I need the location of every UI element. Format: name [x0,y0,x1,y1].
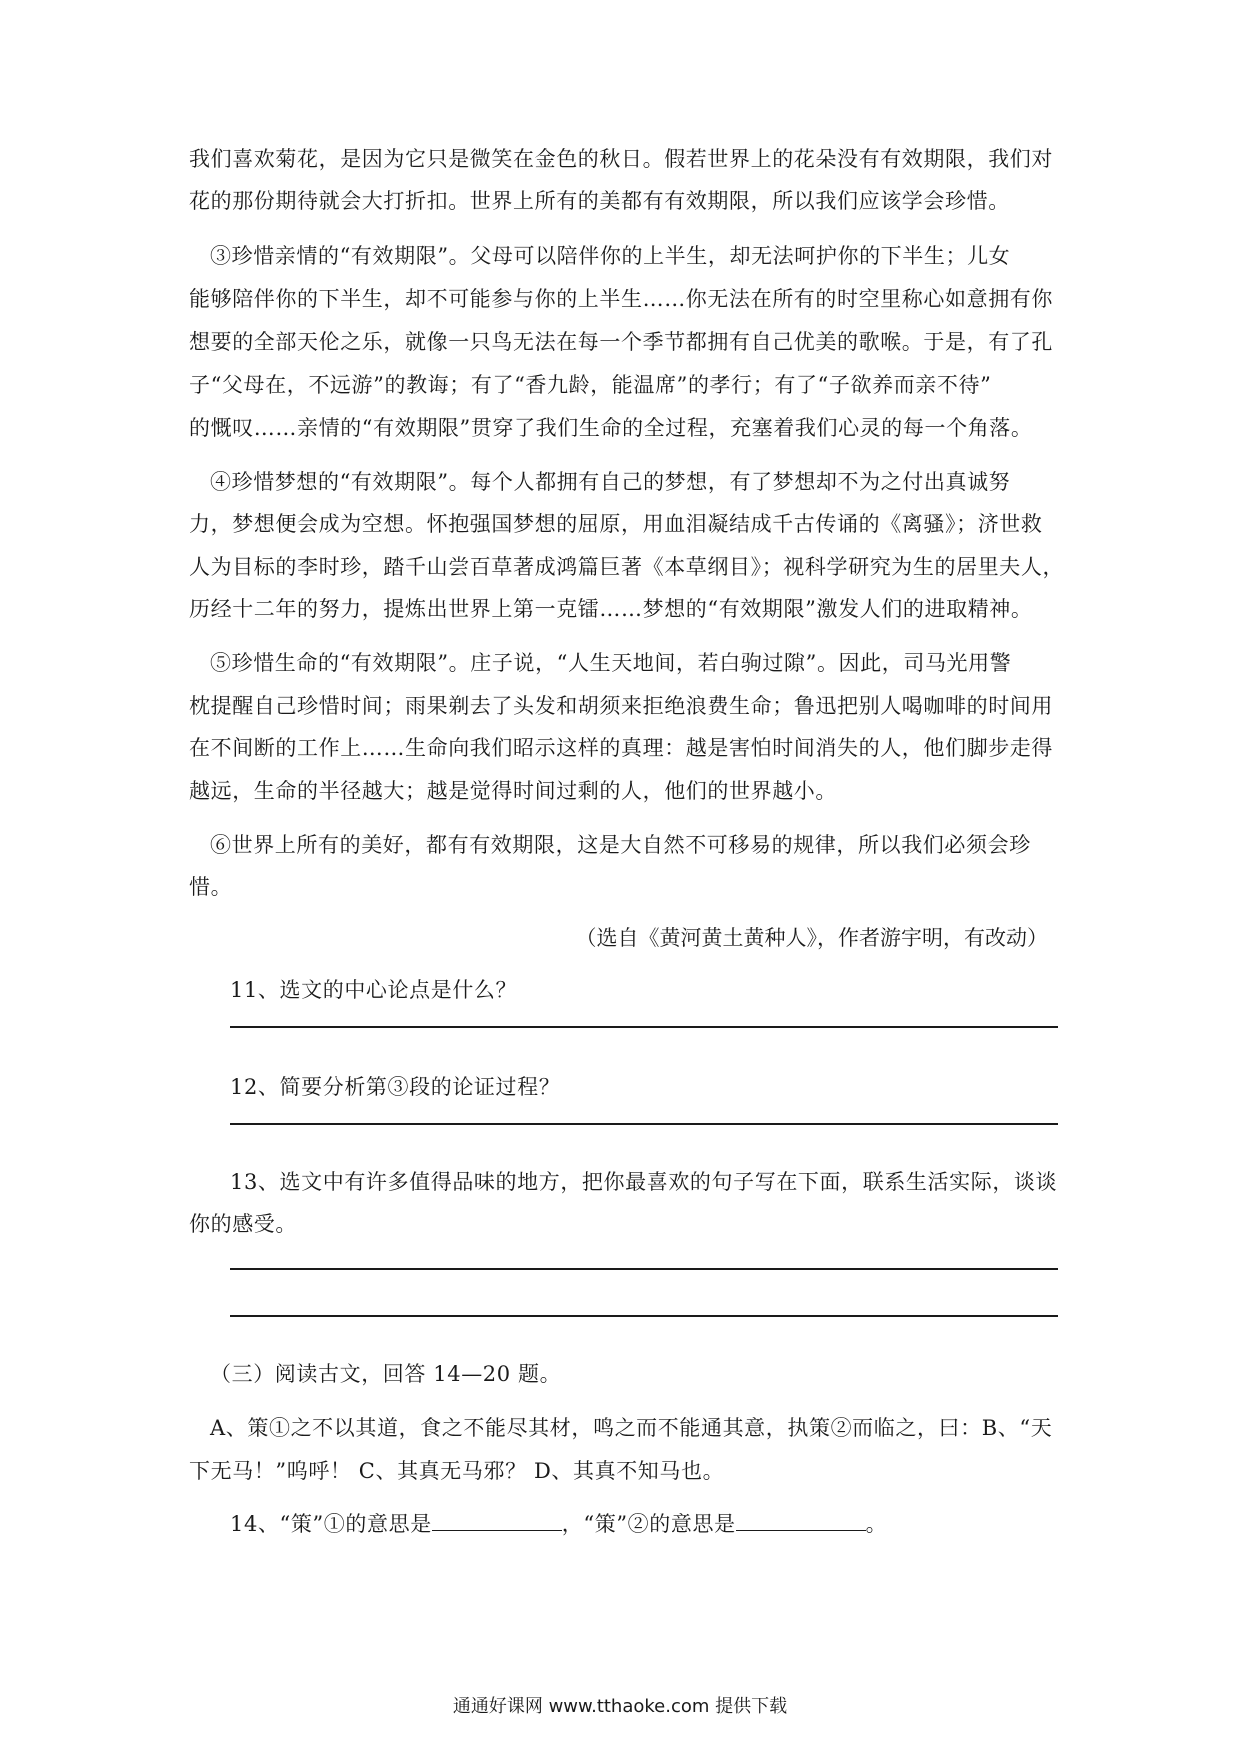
passage-line: 子“父母在，不远游”的教诲；有了“香九龄，能温席”的孝行；有了“子欲养而亲不待” [189,373,992,397]
answer-line-13b[interactable] [230,1315,1058,1317]
classical-text-line: 下无马！”呜呼！ C、其真无马邪？ D、其真不知马也。 [189,1459,725,1483]
page-footer: 通通好课网 www.tthaoke.com 提供下载 [452,1696,788,1717]
passage-source: （选自《黄河黄土黄种人》，作者游宇明，有改动） [575,926,1048,950]
answer-line-11[interactable] [230,1026,1058,1028]
passage-line: ③珍惜亲情的“有效期限”。父母可以陪伴你的上半生，却无法呵护你的下半生；儿女 [210,244,1011,268]
passage-line: ⑥世界上所有的美好，都有有效期限，这是大自然不可移易的规律，所以我们必须会珍 [210,833,1031,857]
question-14-part2: ，“策”②的意思是 [561,1512,736,1536]
question-13: 13、选文中有许多值得品味的地方，把你最喜欢的句子写在下面，联系生活实际，谈谈 [230,1170,1058,1194]
passage-line: 想要的全部天伦之乐，就像一只鸟无法在每一个季节都拥有自己优美的歌喉。于是，有了孔 [189,330,1053,354]
passage-line: 惜。 [189,875,233,899]
passage-line: 力，梦想便会成为空想。怀抱强国梦想的屈原，用血泪凝结成千古传诵的《离骚》；济世救 [189,512,1043,536]
passage-line: 我们喜欢菊花，是因为它只是微笑在金色的秋日。假若世界上的花朵没有有效期限，我们对 [189,147,1053,171]
passage-line: 人为目标的李时珍，踏千山尝百草著成鸿篇巨著《本草纲目》；视科学研究为生的居里夫人， [189,555,1065,579]
answer-blank-14b[interactable] [736,1508,866,1531]
passage-line: ④珍惜梦想的“有效期限”。每个人都拥有自己的梦想，有了梦想却不为之付出真诚努 [210,470,1011,494]
answer-blank-14a[interactable] [432,1508,562,1531]
passage-line: 越远，生命的半径越大；越是觉得时间过剩的人，他们的世界越小。 [189,779,837,803]
passage-line: 枕提醒自己珍惜时间；雨果剃去了头发和胡须来拒绝浪费生命；鲁迅把别人喝咖啡的时间用 [189,694,1053,718]
question-12: 12、简要分析第③段的论证过程？ [230,1075,561,1099]
passage-line: 花的那份期待就会大打折扣。世界上所有的美都有有效期限，所以我们应该学会珍惜。 [189,189,1010,213]
question-14-part3: 。 [865,1512,888,1536]
question-13-cont: 你的感受。 [189,1212,297,1236]
passage-line: 在不间断的工作上……生命向我们昭示这样的真理：越是害怕时间消失的人，他们脚步走得 [189,736,1053,760]
classical-text-line: A、策①之不以其道，食之不能尽其材，鸣之而不能通其意，执策②而临之，曰：B、“天 [210,1416,1053,1440]
passage-line: 历经十二年的努力，提炼出世界上第一克镭……梦想的“有效期限”激发人们的进取精神。 [189,597,1033,621]
question-14 [230,1508,1100,1540]
section-3-heading: （三）阅读古文，回答 14—20 题。 [210,1362,562,1386]
passage-line: 的慨叹……亲情的“有效期限”贯穿了我们生命的全过程，充塞着我们心灵的每一个角落。 [189,416,1033,440]
answer-line-12[interactable] [230,1123,1058,1125]
passage-line: 能够陪伴你的下半生，却不可能参与你的上半生……你无法在所有的时空里称心如意拥有你 [189,287,1053,311]
passage-line: ⑤珍惜生命的“有效期限”。庄子说，“人生天地间，若白驹过隙”。因此，司马光用警 [210,651,1012,675]
question-14-part1: 14、“策”①的意思是 [230,1512,432,1536]
answer-line-13a[interactable] [230,1268,1058,1270]
question-11: 11、选文的中心论点是什么？ [230,978,518,1002]
